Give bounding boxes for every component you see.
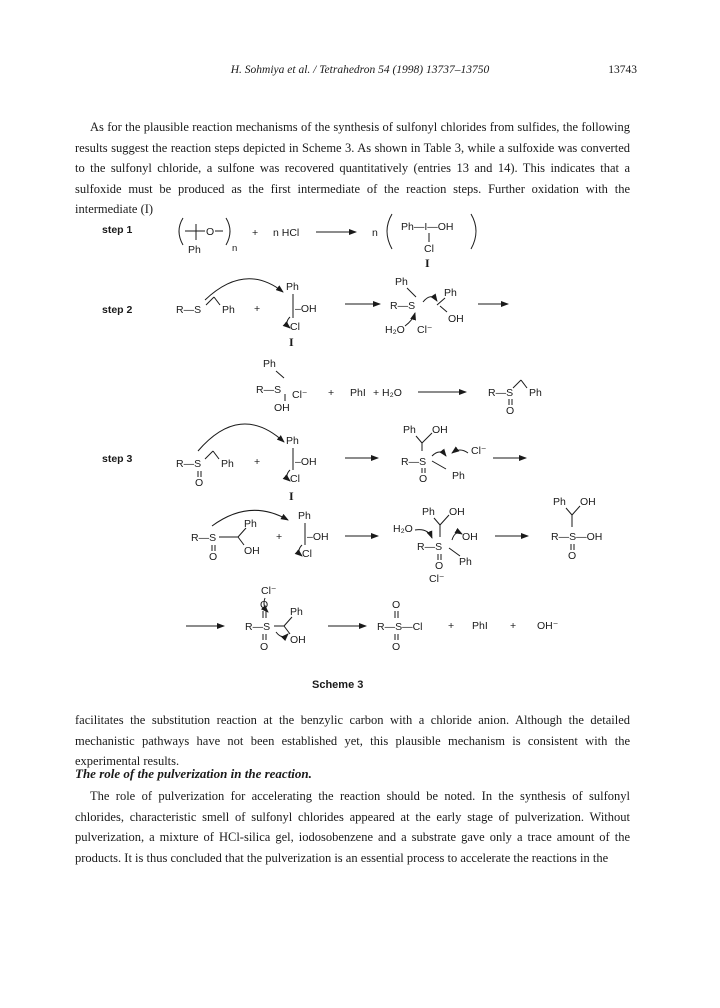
adduct3-chloride: Cl⁻ [471, 445, 487, 457]
adduct-chloride: Cl⁻ [417, 324, 433, 336]
sch-r-s: R—S [245, 621, 271, 633]
isa-chloride: Cl⁻ [429, 573, 445, 585]
adduct-iodine-ph: Ph [444, 287, 457, 299]
adduct-oh: OH [448, 313, 464, 325]
after-scheme-paragraph [75, 710, 630, 772]
sulfinic-hydroxyl-product [551, 496, 602, 562]
sulfonyl-chloride-product [377, 599, 423, 653]
intermediate-I-step1 [387, 214, 476, 255]
shp-oh: OH [580, 496, 596, 508]
sulfonium-chloride-adduct [401, 424, 486, 485]
isa-ph: Ph [422, 506, 435, 518]
ylide-chloride: Cl⁻ [292, 389, 308, 401]
intermediate-I-label-2: I [289, 335, 294, 349]
shp-ph: Ph [553, 496, 566, 508]
ylide-ph: Ph [263, 358, 276, 370]
ylide-r-s: R—S [256, 384, 282, 396]
step2-iodine-cl: Cl [290, 321, 300, 333]
scp-o-top: O [392, 599, 401, 611]
step2-label: step 2 [102, 304, 133, 316]
isa-water: H₂O [393, 523, 413, 535]
sulfonium-adduct [385, 276, 464, 336]
isa-oh-right: OH [462, 531, 478, 543]
scp-o-bottom: O [392, 641, 401, 653]
section-paragraph-text: The role of pulverization for accelerating the reaction should be noted. In the synthesis of sulfonyl chlorides, characteristic smell of sulfonyl chlorides appeared at the early stage of pulverization. Without pulverization, a mixture of HCl-silica gel, iodosobenzene and a substrate gave only a trace amount of the products. It is thus concluded that the pulverization is an essential process to accelerate the reactions in the [75, 789, 630, 865]
hcl-reagent: n HCl [273, 227, 300, 239]
iodobenzene-2: PhI [472, 620, 488, 632]
s3b-iodine-cl: Cl [302, 548, 312, 560]
water-2: + H₂O [373, 387, 402, 399]
chs-o: O [209, 551, 218, 563]
step2-plus: + [254, 303, 261, 315]
step3-iodine-cl: Cl [290, 473, 300, 485]
chs-r-s: R—S [191, 532, 217, 544]
intermediate-I-step2 [286, 281, 317, 333]
chs-oh: OH [244, 545, 260, 557]
step1-label: step 1 [102, 224, 133, 236]
sch-o-top: O [260, 599, 269, 611]
sulfide-ph: Ph [222, 304, 235, 316]
s3b-iodine-ph: Ph [298, 510, 311, 522]
section-paragraph [75, 786, 630, 868]
iodine-sulfonium-adduct [393, 506, 478, 585]
step2b-plus-1: + [328, 387, 335, 399]
sulfonyl-chlorohydrin [245, 585, 306, 653]
chs-ph: Ph [244, 518, 257, 530]
step3-iodine-oh: –OH [295, 456, 317, 468]
after-scheme-text: facilitates the substitution reaction at the benzylic carbon with a chloride anion. Although the detailed mechanistic pathways have not been established yet, this plausible mechanism is consistent with the experimental results. [75, 713, 630, 768]
benzyl-sulfide [176, 279, 283, 316]
intro-paragraph-text: As for the plausible reaction mechanisms of the synthesis of sulfonyl chlorides from sulfides, the following results suggest the reaction steps depicted in Scheme 3. As shown in Table 3, while a sulfoxide was converted to the sulfonyl chloride, a sulfone was recovered quantitatively (entries 13 and 14). This indicates that a sulfoxide must be produced as the first intermediate of the reaction steps. Further oxidation with the intermediate (I) [75, 120, 630, 216]
final-plus-2: + [510, 620, 517, 632]
sulfide-r-s: R—S [176, 304, 202, 316]
adduct-benzyl-ph: Ph [395, 276, 408, 288]
chlorohydrin-sulfoxide [191, 510, 288, 563]
step3b-plus: + [276, 531, 283, 543]
step2-iodine-oh: –OH [295, 303, 317, 315]
adduct3-o: O [419, 473, 428, 485]
adduct-r-s: R—S [390, 300, 416, 312]
final-plus-1: + [448, 620, 455, 632]
shp-o: O [568, 550, 577, 562]
adduct3-ph: Ph [403, 424, 416, 436]
page-number: 13743 [608, 64, 637, 76]
step3-ph: Ph [221, 458, 234, 470]
step3-r-s: R—S [176, 458, 202, 470]
ylide-oh: OH [274, 402, 290, 414]
section-heading: The role of the pulverization in the reaction. [75, 766, 312, 781]
adduct3-r-s: R—S [401, 456, 427, 468]
isa-iodine-ph: Ph [459, 556, 472, 568]
sch-ph: Ph [290, 606, 303, 618]
iodosobenzene-polymer [179, 218, 237, 256]
shp-r-s-oh: R—S—OH [551, 531, 603, 543]
step1-plus: + [252, 227, 259, 239]
isa-r-s: R—S [417, 541, 443, 553]
adduct3-oh: OH [432, 424, 448, 436]
hydroxide: OH⁻ [537, 620, 559, 632]
step1-chloride: Cl [424, 243, 434, 255]
intermediate-I-step3 [286, 435, 317, 485]
ph-i-oh: Ph—I—OH [401, 221, 454, 233]
running-title: H. Sohmiya et al. / Tetrahedron 54 (1998) 13737–13750 [230, 64, 490, 76]
sulfoxide-ph: Ph [529, 387, 542, 399]
step3-label: step 3 [102, 453, 133, 465]
polymer-n: n [232, 243, 238, 254]
isa-o: O [435, 560, 444, 572]
scheme-caption: Scheme 3 [312, 679, 364, 691]
iodobenzene-1: PhI [350, 387, 366, 399]
intermediate-I-label-3: I [289, 489, 294, 503]
step3-o: O [195, 477, 204, 489]
polymer-oxygen: O [206, 226, 215, 238]
sch-o-bottom: O [260, 641, 269, 653]
sch-oh: OH [290, 634, 306, 646]
benzyl-sulfoxide [488, 380, 542, 417]
sulfonium-ylide [256, 358, 307, 414]
polymer-phenyl: Ph [188, 244, 201, 256]
s3b-iodine-oh: –OH [307, 531, 329, 543]
sch-chloride: Cl⁻ [261, 585, 277, 597]
intermediate-I-label-1: I [425, 256, 430, 270]
step2-iodine-ph: Ph [286, 281, 299, 293]
intermediate-I-step3b [298, 510, 329, 560]
step3-plus: + [254, 456, 261, 468]
sulfoxide-o: O [506, 405, 515, 417]
sulfoxide-reactant [176, 424, 284, 489]
scp-r-s-cl: R—S—Cl [377, 621, 423, 633]
adduct-water: H₂O [385, 324, 405, 336]
sulfoxide-r-s: R—S [488, 387, 514, 399]
step3-iodine-ph: Ph [286, 435, 299, 447]
isa-oh-top: OH [449, 506, 465, 518]
product-n: n [372, 227, 378, 239]
adduct3-benzyl-ph: Ph [452, 470, 465, 482]
